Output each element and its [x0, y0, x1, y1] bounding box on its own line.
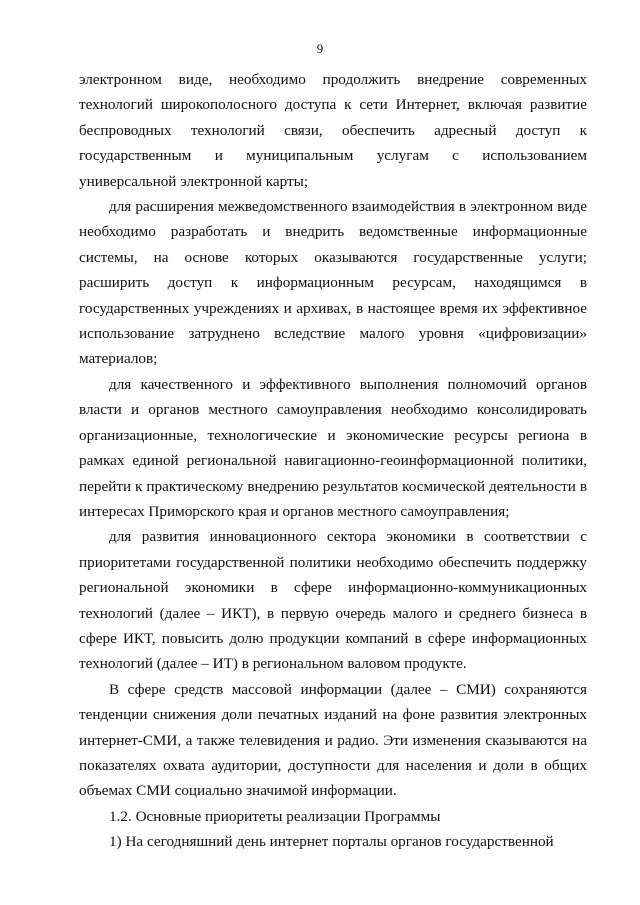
paragraph-interagency: для расширения межведомственного взаимодействия в электронном виде необходимо разработать и внедрить ведомственные информационные системы, на основе которых оказываются государственные услуги; расширить доступ к информационным ресурсам, находящимся в государственных учреждениях и архивах, в настоящее время их эффективное использование затруднено вследствие малого уровня «цифровизации» материалов;	[79, 198, 587, 368]
paragraph-priority-1: 1) На сегодняшний день интернет порталы органов государственной	[109, 833, 554, 851]
section-heading: 1.2. Основные приоритеты реализации Программы	[109, 807, 441, 825]
paragraph-continued: электронном виде, необходимо продолжить внедрение современных технологий широкополосного доступа к сети Интернет, включая развитие беспроводных технологий связи, обеспечить адресный доступ к государственным и муниципальным услугам с использованием универсальной электронной карты;	[79, 71, 587, 190]
document-body	[79, 67, 587, 855]
page-number: 9	[316, 41, 324, 56]
paragraph-mass-media: В сфере средств массовой информации (далее – СМИ) сохраняются тенденции снижения доли печатных изданий на фоне развития электронных интернет-СМИ, а также телевидения и радио. Эти изменения сказываются на показателях охвата аудитории, доступности для населения и доли в общих объемах СМИ социально значимой информации.	[79, 680, 587, 800]
paragraph-geoinformation: для качественного и эффективного выполнения полномочий органов власти и органов местного самоуправления необходимо консолидировать организационные, технологические и экономические ресурсы региона в рамках единой региональной навигационно-геоинформационной политики, перейти к практическому внедрению результатов космической деятельности в интересах Приморского края и органов местного самоуправления;	[79, 375, 587, 520]
paragraph-ict-sector: для развития инновационного сектора экономики в соответствии с приоритетами государственной политики необходимо обеспечить поддержку региональной экономики в сфере информационно-коммуникационных технологий (далее – ИКТ), в первую очередь малого и среднего бизнеса в сфере ИКТ, повысить долю продукции компаний в сфере информационных технологий (далее – ИТ) в региональном валовом продукте.	[79, 528, 587, 673]
